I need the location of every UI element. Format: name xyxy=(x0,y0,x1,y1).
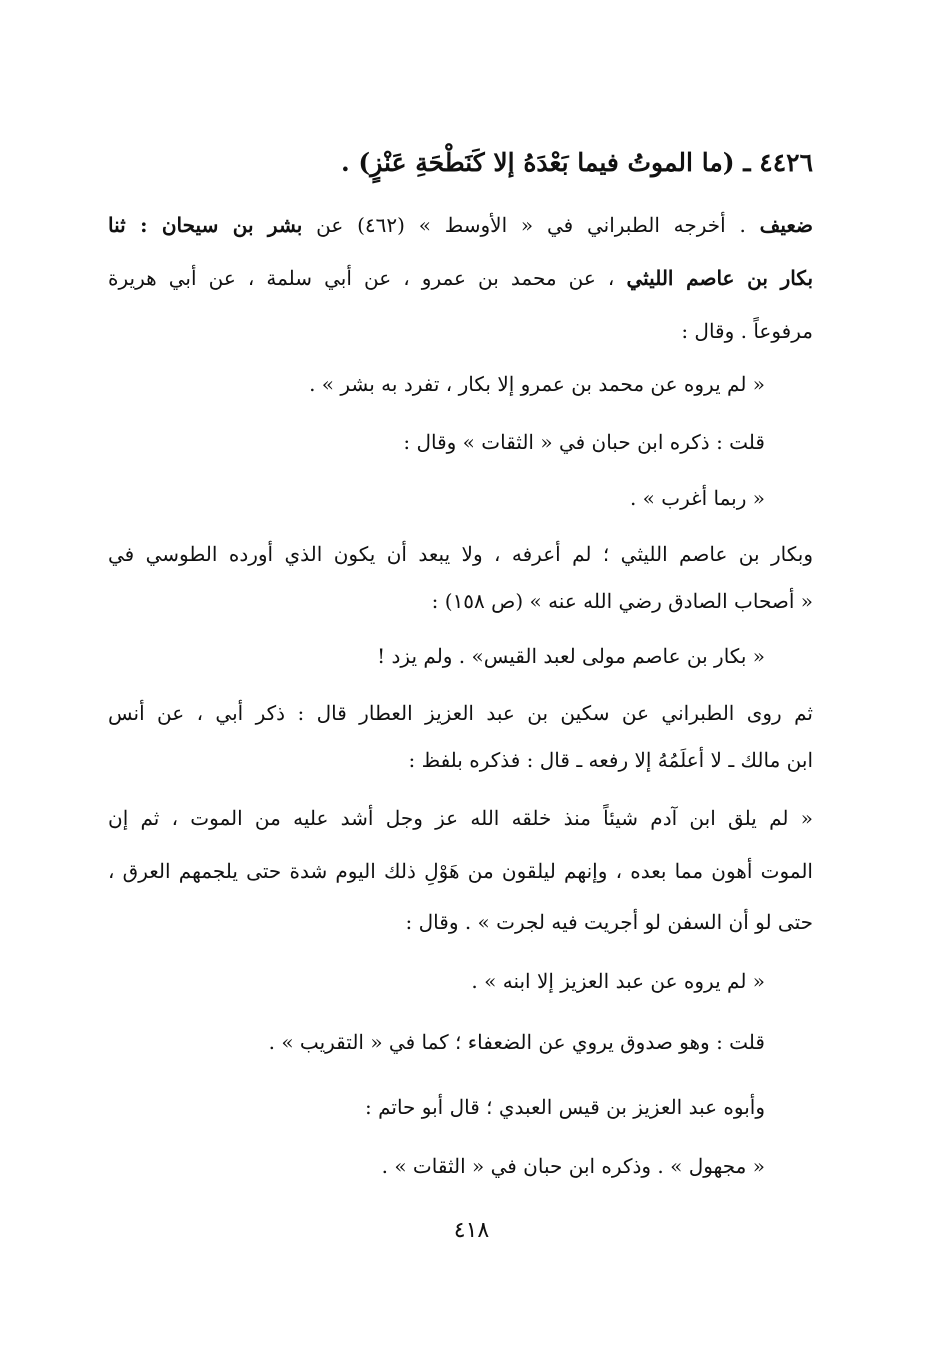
text-line-10: ثم روى الطبراني عن سكين بن عبد العزيز العطار قال : ذكر أبي ، عن أنس xyxy=(108,701,813,725)
quote-line: « بكار بن عاصم مولى لعبد القيس» . ولم يزد ! xyxy=(377,644,765,668)
hadith-number: ٤٤٢٦ xyxy=(759,148,813,177)
text-line-2 xyxy=(108,263,813,293)
text-line-14: حتى لو أن السفن لو أجريت فيه لجرت » . وقال : xyxy=(405,910,813,934)
hadith-text: ـ (ما الموتُ فيما بَعْدَهُ إلا كَنَطْحَةِ عَنْزٍ) . xyxy=(341,148,751,177)
narrator-name: بشر بن سيحان : ثنا xyxy=(108,213,303,237)
quote-line: « ربما أغرب » . xyxy=(629,486,765,510)
text-segment: ، عن محمد بن عمرو ، عن أبي سلمة ، عن أبي هريرة xyxy=(108,266,627,290)
page-number: ٤١٨ xyxy=(453,1218,490,1243)
grading-word: ضعيف xyxy=(759,213,814,237)
text-segment: . أخرجه الطبراني في « الأوسط » (٤٦٢) عن xyxy=(302,213,760,237)
quote-line: « لم يروه عن عبد العزيز إلا ابنه » . xyxy=(471,969,765,993)
text-line-16: قلت : وهو صدوق يروي عن الضعفاء ؛ كما في « التقريب » . xyxy=(268,1030,765,1054)
text-line-11: ابن مالك ـ لا أعلَمُهُ إلا رفعه ـ قال : فذكره بلفظ : xyxy=(408,748,813,772)
hadith-heading xyxy=(341,148,813,178)
text-line-5: قلت : ذكره ابن حبان في « الثقات » وقال : xyxy=(403,430,765,454)
quote-line: « مجهول » . وذكره ابن حبان في « الثقات » . xyxy=(381,1154,765,1178)
text-line-7: وبكار بن عاصم الليثي ؛ لم أعرفه ، ولا يبعد أن يكون الذي أورده الطوسي في xyxy=(108,542,813,566)
text-line-17: وأبوه عبد العزيز بن قيس العبدي ؛ قال أبو حاتم : xyxy=(364,1095,765,1119)
quote-line: « لم يروه عن محمد بن عمرو إلا بكار ، تفرد به بشر » . xyxy=(309,372,765,396)
quote-line: الموت أهون مما بعده ، وإنهم ليلقون من هَوْلِ ذلك اليوم شدة حتى يلجمهم العرق ، xyxy=(108,859,813,883)
text-line-1 xyxy=(108,210,813,240)
text-line-8: « أصحاب الصادق رضي الله عنه » (ص ١٥٨) : xyxy=(431,589,813,613)
narrator-name: بكار بن عاصم الليثي xyxy=(626,266,814,290)
text-line-3: مرفوعاً . وقال : xyxy=(681,319,813,343)
quote-line: « لم يلق ابن آدم شيئاً منذ خلقه الله عز وجل أشد عليه من الموت ، ثم إن xyxy=(108,806,813,830)
